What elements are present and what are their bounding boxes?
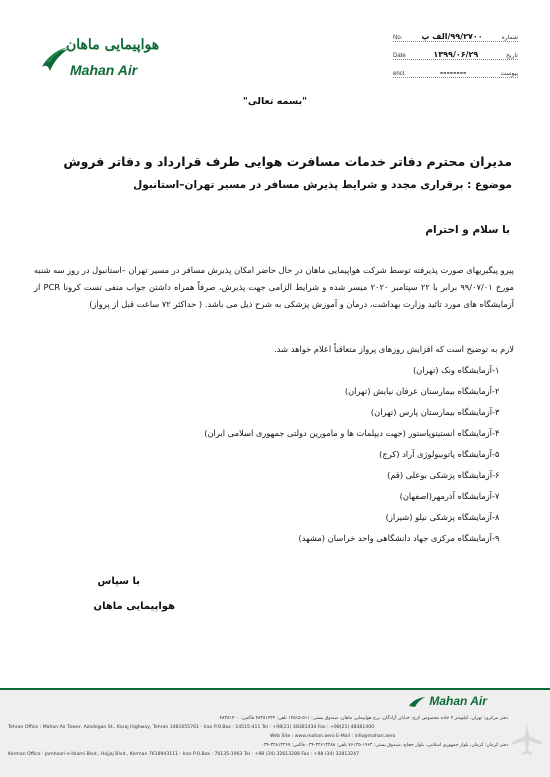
lab-item bbox=[299, 533, 515, 543]
lab-number: ۷- bbox=[492, 491, 500, 501]
number-label-fa: شماره bbox=[501, 34, 518, 41]
recipient-heading: مدیران محترم دفاتر خدمات مسافرت هوایی طرف قرارداد و دفاتر فروش bbox=[63, 154, 512, 169]
body-paragraph: پیرو پیگیریهای صورت پذیرفته توسط شرکت هواپیمایی ماهان در حال حاضر امکان پذیرش مسافر در مسیر تهران –استانبول در روز سه شنبه مورخ ۹۹/۰۷/۰۱ برابر با ۲۲ سپتامبر ۲۰۲۰ میسر شده و شرایط الزامی جهت پذیرش، صرفاً همراه داشتن جواب منفی تست کرونا PCR از آزمایشگاه های مورد تائید وزارت بهداشت، درمان و آموزش پزشکی به شرح ذیل می باشد. ( حداکثر ۷۲ ساعت قبل از پرواز) bbox=[34, 265, 514, 309]
subject-line: موضوع : برقراری مجدد و شرایط پذیرش مسافر در مسیر تهران–استانبول bbox=[133, 179, 512, 191]
logo-name-en: Mahan Air bbox=[70, 62, 138, 78]
lab-number: ۳- bbox=[492, 407, 500, 417]
lab-number: ۶- bbox=[492, 470, 500, 480]
number-label-en: No. bbox=[393, 35, 403, 41]
encl-label-fa: پیوست bbox=[500, 70, 518, 77]
lab-name: آزمایشگاه بیمارستان پارس (تهران) bbox=[370, 407, 492, 417]
greeting: با سلام و احترام bbox=[425, 224, 510, 236]
date-row bbox=[393, 48, 518, 60]
lab-number: ۵- bbox=[492, 449, 500, 459]
mahan-air-logo bbox=[40, 37, 160, 82]
lab-name: آزمایشگاه انستیتوپاستور (جهت دیپلمات ها و مامورین دولتی جمهوری اسلامی ایران) bbox=[204, 428, 492, 438]
number-row bbox=[393, 30, 518, 42]
logo-name-fa: هواپیمایی ماهان bbox=[66, 37, 160, 53]
lab-item bbox=[204, 428, 514, 438]
footer-divider bbox=[0, 688, 550, 690]
footer-kerman-fa: دفتر کرمان: کرمان، بلوار جمهوری اسلامی، بلوار حجاج، صندوق پستی: ۱۹۶۳-۷۶۱۳۵ تلفن: ۳۲۶۱۳۲۸۸-۰۳۴ فاکس: ۳۲۸۱۳۲۴۷-۰۳۴ bbox=[261, 743, 508, 748]
encl-row bbox=[393, 66, 518, 78]
footer-bird-icon bbox=[408, 696, 426, 708]
lab-name: آزمایشگاه پزشکی بوعلی (قم) bbox=[387, 470, 492, 480]
note-line: لازم به توضیح است که افزایش روزهای پرواز متعاقباً اعلام خواهد شد. bbox=[274, 344, 514, 354]
bismillah: "بسمه تعالی" bbox=[242, 96, 308, 107]
lab-number: ۱- bbox=[492, 365, 500, 375]
closing: با سپاس bbox=[97, 576, 140, 587]
number-value: ۹۹/۲۷۰۰/الف پ bbox=[421, 32, 483, 41]
lab-item bbox=[345, 386, 514, 396]
lab-item bbox=[413, 365, 514, 375]
lab-name: آزمایشگاه بیمارستان عرفان نیایش (تهران) bbox=[344, 386, 492, 396]
lab-item bbox=[379, 449, 514, 459]
lab-number: ۸- bbox=[492, 512, 500, 522]
footer-logo-text: Mahan Air bbox=[429, 694, 487, 708]
footer-tehran-en: Tehran Office : Mahan Air Tower, Azadegan St., Karaj Highway, Tehran 1481655761 - Iran P.O.Box : 14515-411 Tel : +98(21) 48381434 Fax : +98(21) 48381400 bbox=[8, 725, 375, 730]
encl-value: -------- bbox=[439, 68, 467, 77]
lab-name: آزمایشگاه آذرمهر(اصفهان) bbox=[399, 491, 492, 501]
lab-item bbox=[400, 491, 514, 501]
date-label-en: Date bbox=[393, 53, 406, 59]
signature-name: هواپیمایی ماهان bbox=[93, 601, 175, 612]
lab-number: ۹- bbox=[492, 533, 500, 543]
lab-item bbox=[386, 512, 514, 522]
footer-web: Web Site : www.mahan.aero E-Mail : info@mahan.aero bbox=[270, 734, 396, 739]
lab-name: آزمایشگاه پزشکی نیلو (شیراز) bbox=[385, 512, 492, 522]
lab-item bbox=[387, 470, 514, 480]
footer-tehran-fa: دفتر مرکزی: تهران، کیلومتر ۴ جاده مخصوص کرج، خیابان آزادگان، برج هواپیمایی ماهان، صندوق پستی: ۵۱۱-۱۴۵۱۵ تلفن: ۴۸۳۸۱۴۳۴ فاکس: ۴۸۳۸۱۴۰۰ bbox=[219, 716, 508, 721]
lab-number: ۲- bbox=[492, 386, 500, 396]
lab-item bbox=[371, 407, 514, 417]
lab-name: آزمایشگاه پاتوبیولوژی آراد (کرج) bbox=[379, 449, 492, 459]
footer-kerman-en: Kerman Office : Jomhoori-e-Islami Blvd., Hojjaj Blvd., Kerman 7618943111 - Iran P.O.Box : 76135-1963 Tel : +98 (34) 32613288 Fax : +98 (34) 32813247 bbox=[8, 752, 360, 757]
lab-number: ۴- bbox=[492, 428, 500, 438]
footer-logo bbox=[408, 694, 487, 708]
letter-meta bbox=[393, 30, 518, 84]
airplane-icon bbox=[510, 722, 544, 756]
lab-name: آزمایشگاه مرکزی جهاد دانشگاهی واحد خراسان (مشهد) bbox=[298, 533, 492, 543]
date-label-fa: تاریخ bbox=[506, 52, 518, 59]
lab-name: آزمایشگاه ونک (تهران) bbox=[412, 365, 492, 375]
encl-label-en: encl. bbox=[393, 71, 406, 77]
date-value: ۱۳۹۹/۰۶/۲۹ bbox=[433, 50, 479, 59]
